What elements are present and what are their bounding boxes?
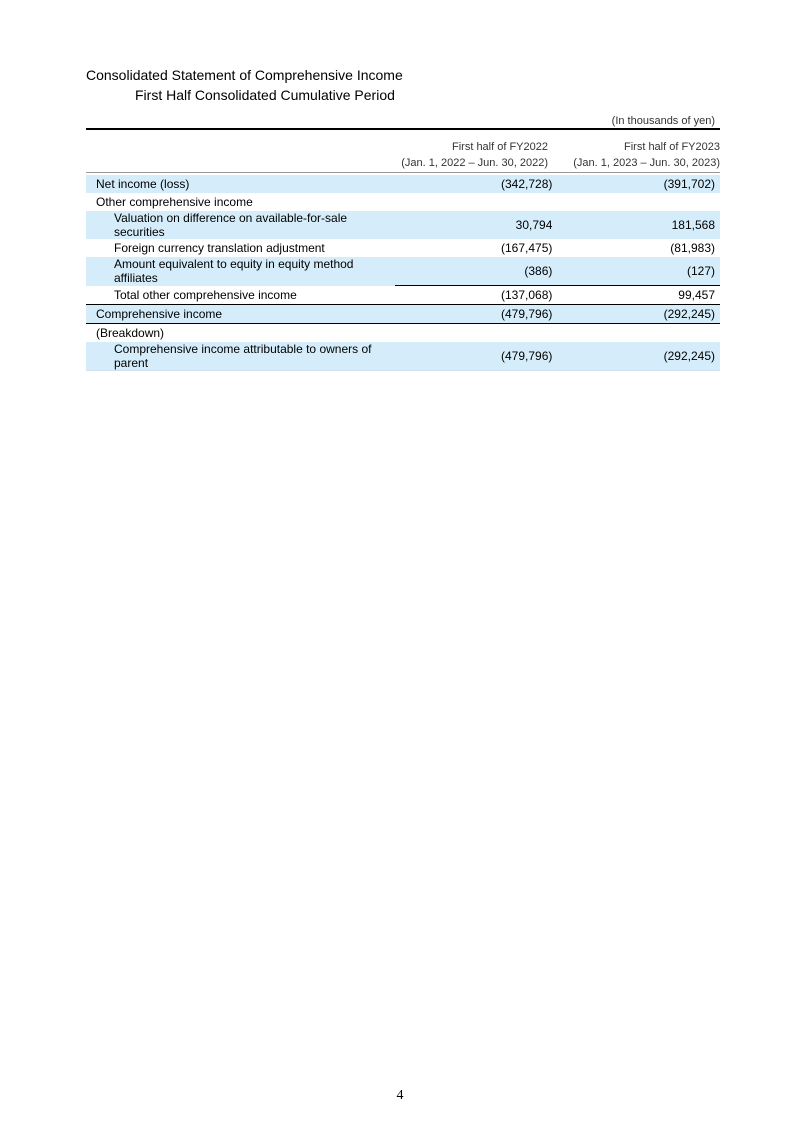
row-label: (Breakdown): [96, 326, 165, 340]
row-label: Comprehensive income: [86, 305, 395, 324]
top-rule: [86, 128, 720, 130]
row-value-fy2022: (167,475): [501, 241, 553, 255]
column-header-fy2022-title: First half of FY2022: [452, 141, 548, 153]
income-statement-table: [86, 175, 720, 371]
row-value-fy2022: (386): [395, 257, 558, 286]
statement-subtitle: First Half Consolidated Cumulative Period: [135, 87, 395, 103]
row-label: Comprehensive income attributable to owners of parent: [86, 342, 395, 371]
row-value-fy2023: (127): [557, 257, 720, 286]
table-row-net-income: [86, 175, 720, 193]
row-label: Net income (loss): [86, 175, 395, 193]
unit-note: (In thousands of yen): [611, 115, 715, 127]
row-label: Total other comprehensive income: [86, 286, 395, 305]
column-header-fy2022: [376, 139, 548, 171]
table-row-equity-method-affiliates: [86, 257, 720, 286]
row-label: Other comprehensive income: [96, 195, 253, 209]
row-value-fy2023: 181,568: [557, 211, 720, 239]
row-label: Foreign currency translation adjustment: [114, 241, 325, 255]
table-row-total-other-comprehensive-income: [86, 286, 720, 305]
table-row-comprehensive-income: [86, 305, 720, 324]
row-label: Valuation on difference on available-for-sale securities: [86, 211, 395, 239]
row-value-fy2023: 99,457: [557, 286, 720, 305]
row-value-fy2023: (292,245): [557, 342, 720, 371]
table-row-foreign-currency-adjustment: [86, 239, 720, 257]
row-value-fy2022: (479,796): [395, 305, 558, 324]
header-rule: [86, 172, 720, 173]
row-value-fy2022: (342,728): [395, 175, 558, 193]
table-row-other-comprehensive-income: [86, 193, 720, 211]
row-value-fy2022: (137,068): [395, 286, 558, 305]
row-value-fy2022: [395, 193, 558, 211]
row-value-fy2022: 30,794: [395, 211, 558, 239]
column-header-fy2023-period: (Jan. 1, 2023 – Jun. 30, 2023): [573, 157, 720, 169]
column-header-fy2023-title: First half of FY2023: [624, 141, 720, 153]
column-header-fy2022-period: (Jan. 1, 2022 – Jun. 30, 2022): [401, 157, 548, 169]
row-value-fy2023: (292,245): [557, 305, 720, 324]
row-value-fy2023: [557, 324, 720, 343]
table-row-breakdown: [86, 324, 720, 343]
row-value-fy2022: [395, 324, 558, 343]
column-header-fy2023: [548, 139, 720, 171]
table-row-valuation-difference: [86, 211, 720, 239]
row-value-fy2023: [557, 193, 720, 211]
row-value-fy2023: (81,983): [670, 241, 715, 255]
row-value-fy2023: (391,702): [557, 175, 720, 193]
page-number: 4: [396, 1088, 404, 1103]
statement-title: Consolidated Statement of Comprehensive Income: [86, 67, 403, 83]
table-row-attributable-to-owners: [86, 342, 720, 371]
row-label: Amount equivalent to equity in equity method affiliates: [86, 257, 395, 286]
row-value-fy2022: (479,796): [395, 342, 558, 371]
